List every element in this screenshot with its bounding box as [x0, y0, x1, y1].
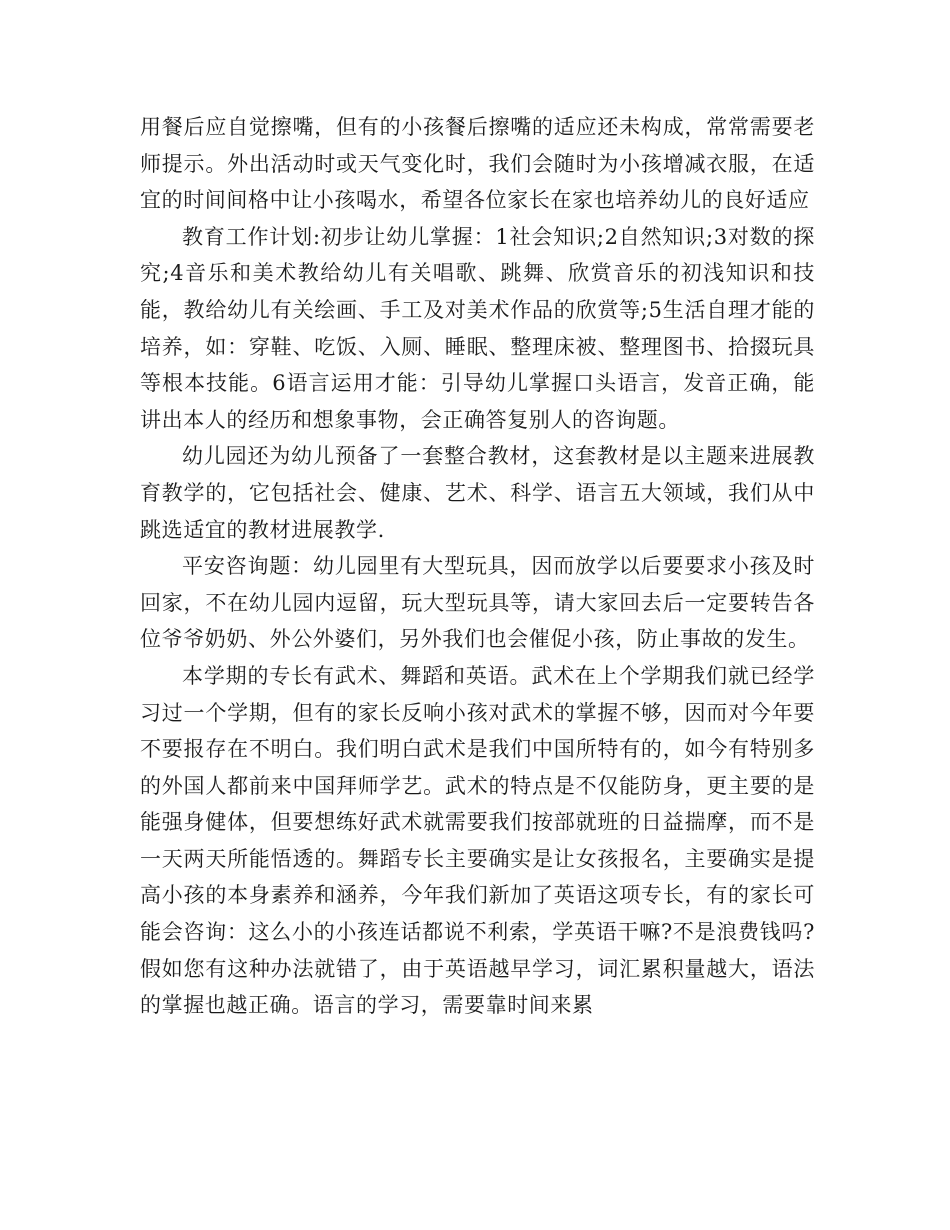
document-page: [140, 109, 815, 1024]
paragraph-education-plan: 教育工作计划:初步让幼儿掌握：1社会知识;2自然知识;3对数的探究;4音乐和美术教给幼儿有关唱歌、跳舞、欣赏音乐的初浅知识和技能，教给幼儿有关绘画、手工及对美术作品的欣赏等;5生活自理才能的培养，如：穿鞋、吃饭、入厕、睡眠、整理床被、整理图书、拾掇玩具等根本技能。6语言运用才能：引导幼儿掌握口头语言，发音正确，能讲出本人的经历和想象事物，会正确答复别人的咨询题。: [140, 224, 815, 432]
paragraph-meal-habits: 用餐后应自觉擦嘴，但有的小孩餐后擦嘴的适应还未构成，常常需要老师提示。外出活动时或天气变化时，我们会随时为小孩增减衣服，在适宜的时间间格中让小孩喝水，希望各位家长在家也培养幼儿的良好适应: [140, 115, 815, 213]
paragraph-safety: 平安咨询题：幼儿园里有大型玩具，因而放学以后要要求小孩及时回家，不在幼儿园内逗留，玩大型玩具等，请大家回去后一定要转告各位爷爷奶奶、外公外婆们，另外我们也会催促小孩，防止事故的发生。: [140, 554, 815, 652]
paragraph-integrated-materials: 幼儿园还为幼儿预备了一套整合教材，这套教材是以主题来进展教育教学的，它包括社会、健康、艺术、科学、语言五大领域，我们从中跳选适宜的教材进展教学.: [140, 444, 815, 542]
paragraph-specialties: 本学期的专长有武术、舞蹈和英语。武术在上个学期我们就已经学习过一个学期，但有的家长反响小孩对武术的掌握不够，因而对今年要不要报存在不明白。我们明白武术是我们中国所特有的，如今有特别多的外国人都前来中国拜师学艺。武术的特点是不仅能防身，更主要的是能强身健体，但要想练好武术就需要我们按部就班的日益揣摩，而不是一天两天所能悟透的。舞蹈专长主要确实是让女孩报名，主要确实是提高小孩的本身素养和涵养，今年我们新加了英语这项专长，有的家长可能会咨询：这么小的小孩连话都说不利索，学英语干嘛?不是浪费钱吗?假如您有这种办法就错了，由于英语越早学习，词汇累积量越大，语法的掌握也越正确。语言的学习，需要靠时间来累: [140, 663, 815, 1018]
